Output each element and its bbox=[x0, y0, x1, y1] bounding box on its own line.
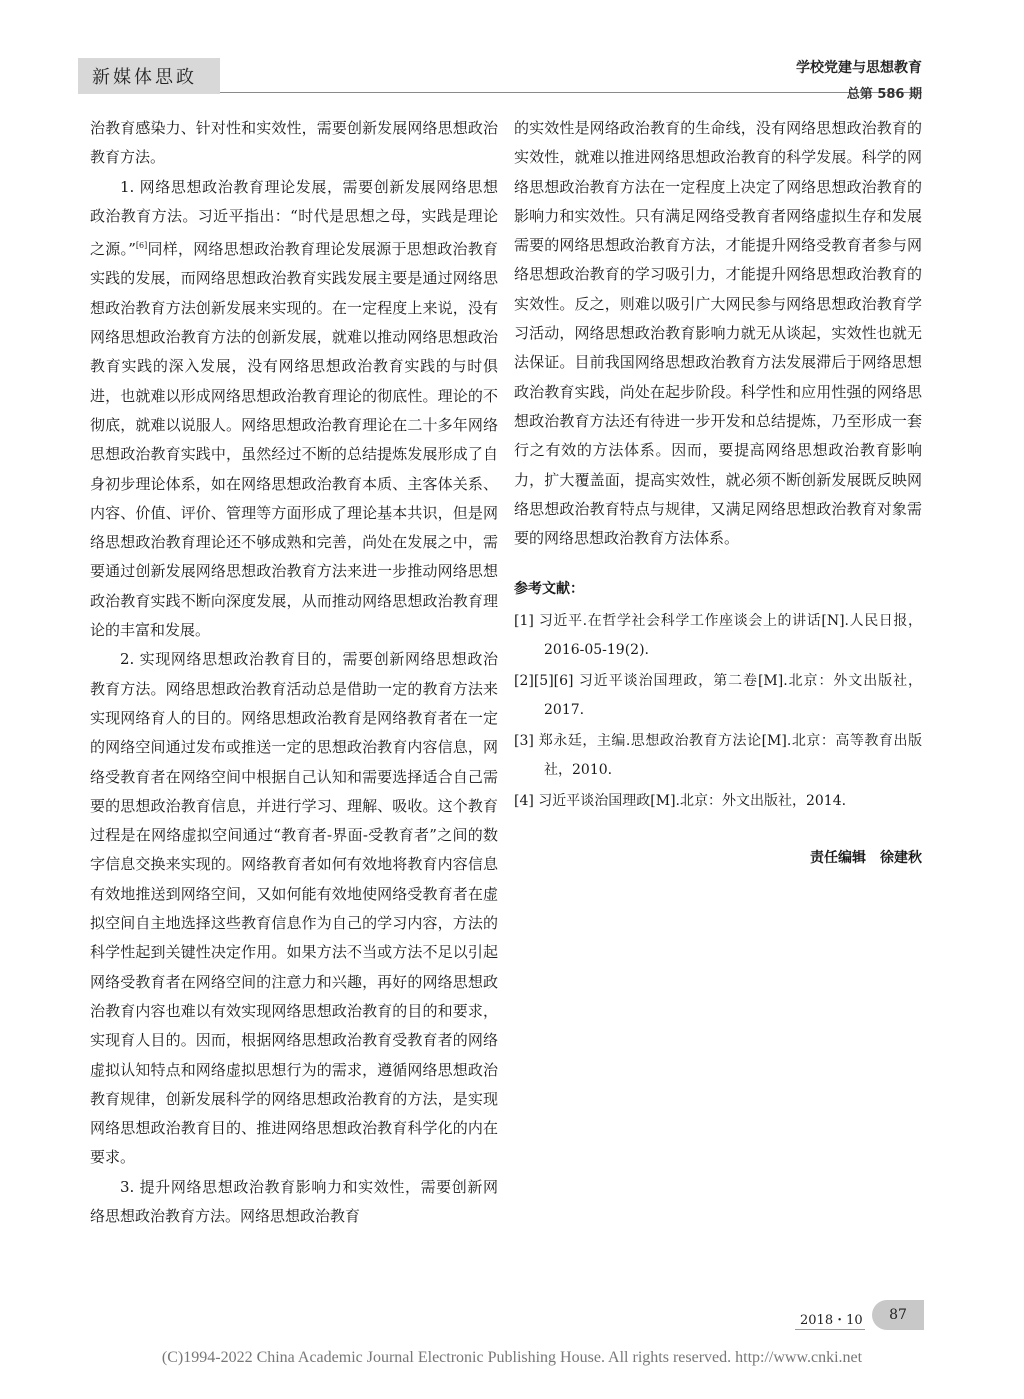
subheading: 2. 实现网络思想政治教育目的，需要创新网络思想政治教育方法。 bbox=[90, 650, 498, 698]
journal-name: 学校党建与思想教育 bbox=[796, 60, 922, 76]
page-number: 87 bbox=[872, 1300, 924, 1330]
references-heading: 参考文献： bbox=[514, 581, 584, 598]
paragraph bbox=[90, 1173, 498, 1232]
reference-item: [2][5][6] 习近平谈治国理政，第二卷[M].北京：外文出版社，2017. bbox=[514, 672, 922, 718]
paragraph-text: 习近平指出：“时代是思想之母，实践是理论之源。” bbox=[90, 206, 498, 259]
subheading: 3. 提升网络思想政治教育影响力和实效性，需要创新网络思想政治教育方法。 bbox=[90, 1177, 498, 1225]
paragraph-text: 网络思想政治教育活动总是借助一定的教育方法来实现网络育人的目的。网络思想政治教育是网络教育者在一定的网络空间通过发布或推送一定的思想政治教育内容信息，网络受教育者在网络空间中根据自己认知和需要选择适合自己需要的思想政治教育信息，并进行学习、理解、吸收。这个教育过程是在网络虚拟空间通过“教育者-界面-受教育者”之间的数字信息交换来实现的。网络教育者如何有效地将教育内容信息有效地推送到网络空间，又如何能有效地使网络受教育者在虚拟空间自主地选择这些教育信息作为自己的学习内容，方法的科学性起到关键性决定作用。如果方法不当或方法不足以引起网络受教育者在网络空间的注意力和兴趣，再好的网络思想政治教育内容也难以有效实现网络思想政治教育的目的和要求，实现育人目的。因而，根据网络思想政治教育受教育者的网络虚拟认知特点和网络虚拟思想行为的需求，遵循网络思想政治教育规律，创新发展科学的网络思想政治教育的方法，是实现网络思想政治教育目的、推进网络思想政治教育科学化的内在要求。 bbox=[90, 679, 498, 1167]
section-label bbox=[78, 58, 220, 94]
reference-item: [3] 郑永廷，主编.思想政治教育方法论[M].北京：高等教育出版社，2010. bbox=[514, 732, 922, 778]
paragraph: 治教育感染力、针对性和实效性，需要创新发展网络思想政治教育方法。 bbox=[90, 119, 498, 167]
issue-date: 2018・10 bbox=[800, 1313, 863, 1328]
subheading: 1. 网络思想政治教育理论发展，需要创新发展网络思想政治教育方法。 bbox=[90, 177, 498, 225]
left-column bbox=[90, 114, 498, 1231]
right-column bbox=[514, 114, 922, 873]
paragraph bbox=[90, 645, 498, 1172]
journal-header bbox=[796, 57, 922, 102]
issue-number: 总第 586 期 bbox=[846, 87, 922, 102]
citation-ref: [6] bbox=[135, 241, 148, 251]
copyright-notice: (C)1994-2022 China Academic Journal Electronic Publishing House. All rights reserved. http://www.cnki.net bbox=[161, 1349, 863, 1366]
responsible-editor: 责任编辑 徐建秋 bbox=[810, 849, 922, 866]
footer-rule bbox=[795, 1329, 865, 1330]
paragraph bbox=[90, 173, 498, 646]
section-title: 新媒体思政 bbox=[92, 67, 197, 88]
reference-item: [1] 习近平.在哲学社会科学工作座谈会上的讲话[N].人民日报，2016-05-19(2). bbox=[514, 612, 922, 658]
paragraph-text: 网络思想政治教育 bbox=[240, 1206, 361, 1225]
reference-item: [4] 习近平谈治国理政[M].北京：外文出版社，2014. bbox=[514, 792, 847, 809]
paragraph-text: 同样，网络思想政治教育理论发展源于思想政治教育实践的发展，而网络思想政治教育实践发展主要是通过网络思想政治教育方法创新发展来实现的。在一定程度上来说，没有网络思想政治教育方法的创新发展，就难以推动网络思想政治教育实践的深入发展，没有网络思想政治教育实践的与时俱进，也就难以形成网络思想政治教育理论的彻底性。理论的不彻底，就难以说服人。网络思想政治教育理论在二十多年网络思想政治教育实践中，虽然经过不断的总结提炼发展形成了自身初步理论体系，如在网络思想政治教育本质、主客体关系、内容、价值、评价、管理等方面形成了理论基本共识，但是网络思想政治教育理论还不够成熟和完善，尚处在发展之中，需要通过创新发展网络思想政治教育方法来进一步推动网络思想政治教育实践不断向深度发展，从而推动网络思想政治教育理论的丰富和发展。 bbox=[90, 240, 498, 640]
paragraph: 的实效性是网络政治教育的生命线，没有网络思想政治教育的实效性，就难以推进网络思想政治教育的科学发展。科学的网络思想政治教育方法在一定程度上决定了网络思想政治教育的影响力和实效性。只有满足网络受教育者网络虚拟生存和发展需要的网络思想政治教育方法，才能提升网络受教育者参与网络思想政治教育的学习吸引力，才能提升网络思想政治教育的实效性。反之，则难以吸引广大网民参与网络思想政治教育学习活动，网络思想政治教育影响力就无从谈起，实效性也就无法保证。目前我国网络思想政治教育方法发展滞后于网络思想政治教育实践，尚处在起步阶段。科学性和应用性强的网络思想政治教育方法还有待进一步开发和总结提炼，乃至形成一套行之有效的方法体系。因而，要提高网络思想政治教育影响力，扩大覆盖面，提高实效性，就必须不断创新发展既反映网络思想政治教育特点与规律，又满足网络思想政治教育对象需要的网络思想政治教育方法体系。 bbox=[514, 119, 922, 548]
